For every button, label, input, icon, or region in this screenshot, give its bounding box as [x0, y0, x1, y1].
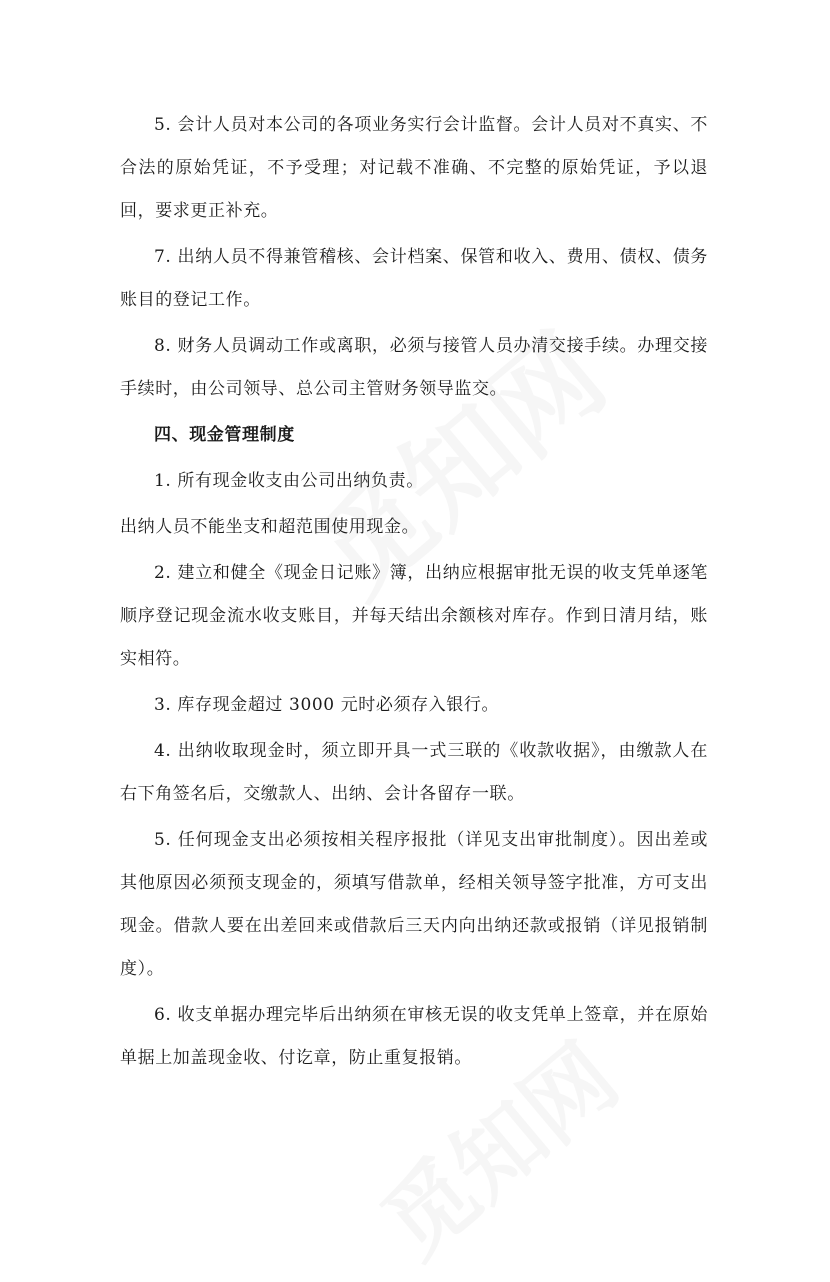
- paragraph: 2. 建立和健全《现金日记账》簿，出纳应根据审批无误的收支凭单逐笔顺序登记现金流水收支账目，并每天结出余额核对库存。作到日清月结，账实相符。: [120, 563, 708, 669]
- paragraph: 出纳人员不能坐支和超范围使用现金。: [120, 517, 420, 537]
- section-heading: 四、现金管理制度: [154, 425, 295, 445]
- paragraph: 4. 出纳收取现金时，须立即开具一式三联的《收款收据》，由缴款人在右下角签名后，交缴款人、出纳、会计各留存一联。: [120, 741, 708, 804]
- paragraph: 1. 所有现金收支由公司出纳负责。: [154, 471, 424, 491]
- paragraph: 6. 收支单据办理完毕后出纳须在审核无误的收支凭单上签章，并在原始单据上加盖现金收、付讫章，防止重复报销。: [120, 1005, 708, 1068]
- paragraph: 5. 会计人员对本公司的各项业务实行会计监督。会计人员对不真实、不合法的原始凭证，不予受理；对记载不准确、不完整的原始凭证，予以退回，要求更正补充。: [120, 115, 708, 221]
- paragraph: 7. 出纳人员不得兼管稽核、会计档案、保管和收入、费用、债权、债务账目的登记工作。: [120, 247, 708, 310]
- paragraph: 5. 任何现金支出必须按相关程序报批（详见支出审批制度）。因出差或其他原因必须预支现金的，须填写借款单，经相关领导签字批准，方可支出现金。借款人要在出差回来或借款后三天内向出纳还款或报销（详见报销制度）。: [120, 830, 708, 979]
- document-body: [120, 104, 708, 1083]
- paragraph: 8. 财务人员调动工作或离职，必须与接管人员办清交接手续。办理交接手续时，由公司领导、总公司主管财务领导监交。: [120, 336, 708, 399]
- paragraph: 3. 库存现金超过 3000 元时必须存入银行。: [154, 695, 500, 715]
